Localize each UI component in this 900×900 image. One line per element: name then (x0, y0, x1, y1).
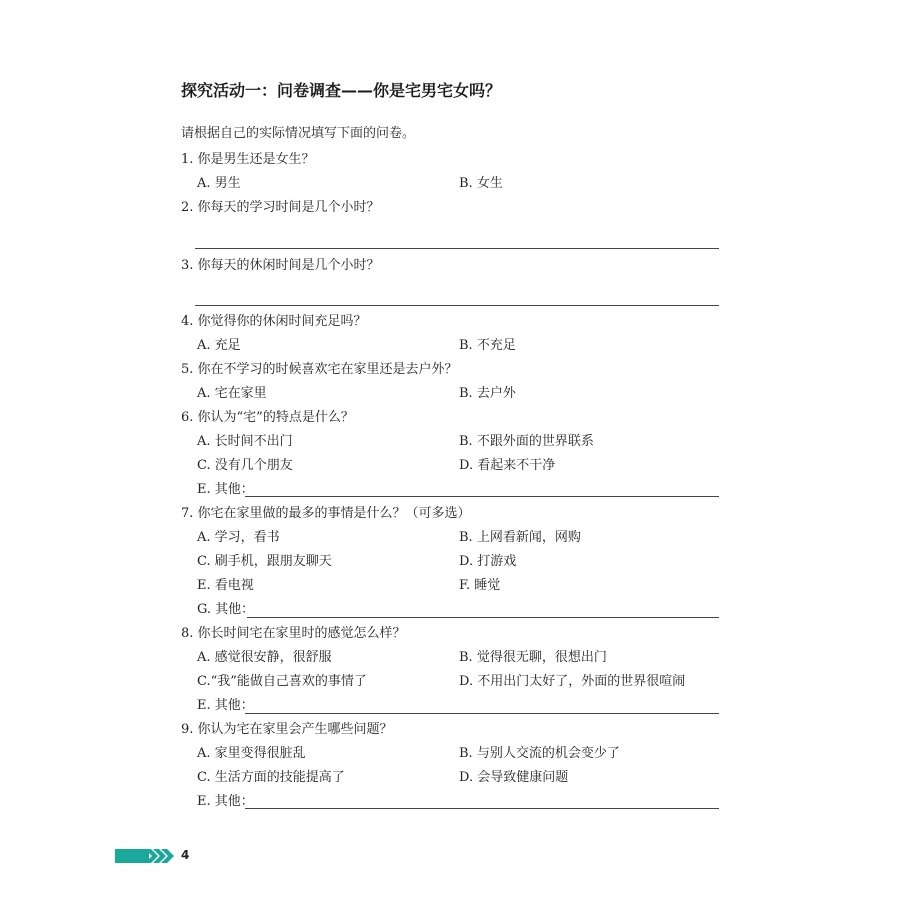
q8-option-c[interactable]: C.“我”能做自己喜欢的事情了 (197, 674, 367, 689)
question-1: 1. 你是男生还是女生？ (181, 152, 315, 167)
question-7: 7. 你宅在家里做的最多的事情是什么？（可多选） (181, 506, 471, 521)
q7-option-d[interactable]: D. 打游戏 (459, 554, 517, 569)
question-4: 4. 你觉得你的休闲时间充足吗？ (181, 314, 367, 329)
footer-chevron-bar-icon (115, 849, 175, 863)
footer-bar-fill (115, 849, 149, 863)
q7-option-other: G. 其他： (197, 602, 255, 617)
q7-other-line[interactable] (247, 617, 719, 618)
q9-option-b[interactable]: B. 与别人交流的机会变少了 (459, 746, 620, 761)
q8-option-a[interactable]: A. 感觉很安静，很舒服 (197, 650, 332, 665)
question-5: 5. 你在不学习的时候喜欢宅在家里还是去户外？ (181, 362, 458, 377)
q9-other-line[interactable] (245, 808, 719, 809)
q3-answer-line[interactable] (195, 305, 719, 306)
q7-option-b[interactable]: B. 上网看新闻，网购 (459, 530, 581, 545)
q6-option-b[interactable]: B. 不跟外面的世界联系 (459, 434, 594, 449)
q6-option-d[interactable]: D. 看起来不干净 (459, 458, 556, 473)
q8-option-other: E. 其他： (197, 698, 254, 713)
q9-option-d[interactable]: D. 会导致健康问题 (459, 770, 569, 785)
q9-option-a[interactable]: A. 家里变得很脏乱 (197, 746, 306, 761)
q9-option-other: E. 其他： (197, 794, 254, 809)
q6-option-other: E. 其他： (197, 482, 254, 497)
q1-option-a[interactable]: A. 男生 (197, 176, 241, 191)
q8-option-d[interactable]: D. 不用出门太好了，外面的世界很喧闹 (459, 674, 686, 689)
question-8: 8. 你长时间宅在家里时的感觉怎么样？ (181, 626, 406, 641)
q6-option-c[interactable]: C. 没有几个朋友 (197, 458, 293, 473)
q7-option-f[interactable]: F. 睡觉 (459, 578, 501, 593)
page-number: 4 (181, 848, 190, 862)
q1-option-b[interactable]: B. 女生 (459, 176, 503, 191)
q2-answer-line[interactable] (195, 248, 719, 249)
q8-other-line[interactable] (245, 713, 719, 714)
q7-option-c[interactable]: C. 刷手机，跟朋友聊天 (197, 554, 332, 569)
q8-option-b[interactable]: B. 觉得很无聊，很想出门 (459, 650, 607, 665)
question-3: 3. 你每天的休闲时间是几个小时？ (181, 258, 380, 273)
q4-option-b[interactable]: B. 不充足 (459, 338, 516, 353)
question-2: 2. 你每天的学习时间是几个小时？ (181, 200, 380, 215)
q7-option-e[interactable]: E. 看电视 (197, 578, 254, 593)
q6-other-line[interactable] (245, 496, 719, 497)
question-9: 9. 你认为宅在家里会产生哪些问题？ (181, 722, 393, 737)
q6-option-a[interactable]: A. 长时间不出门 (197, 434, 293, 449)
q7-option-a[interactable]: A. 学习，看书 (197, 530, 280, 545)
q5-option-b[interactable]: B. 去户外 (459, 386, 516, 401)
question-6: 6. 你认为“宅”的特点是什么？ (181, 410, 354, 425)
q5-option-a[interactable]: A. 宅在家里 (197, 386, 267, 401)
q4-option-a[interactable]: A. 充足 (197, 338, 241, 353)
q9-option-c[interactable]: C. 生活方面的技能提高了 (197, 770, 345, 785)
intro-text: 请根据自己的实际情况填写下面的问卷。 (181, 126, 416, 141)
page-title: 探究活动一：问卷调查——你是宅男宅女吗？ (181, 81, 502, 100)
